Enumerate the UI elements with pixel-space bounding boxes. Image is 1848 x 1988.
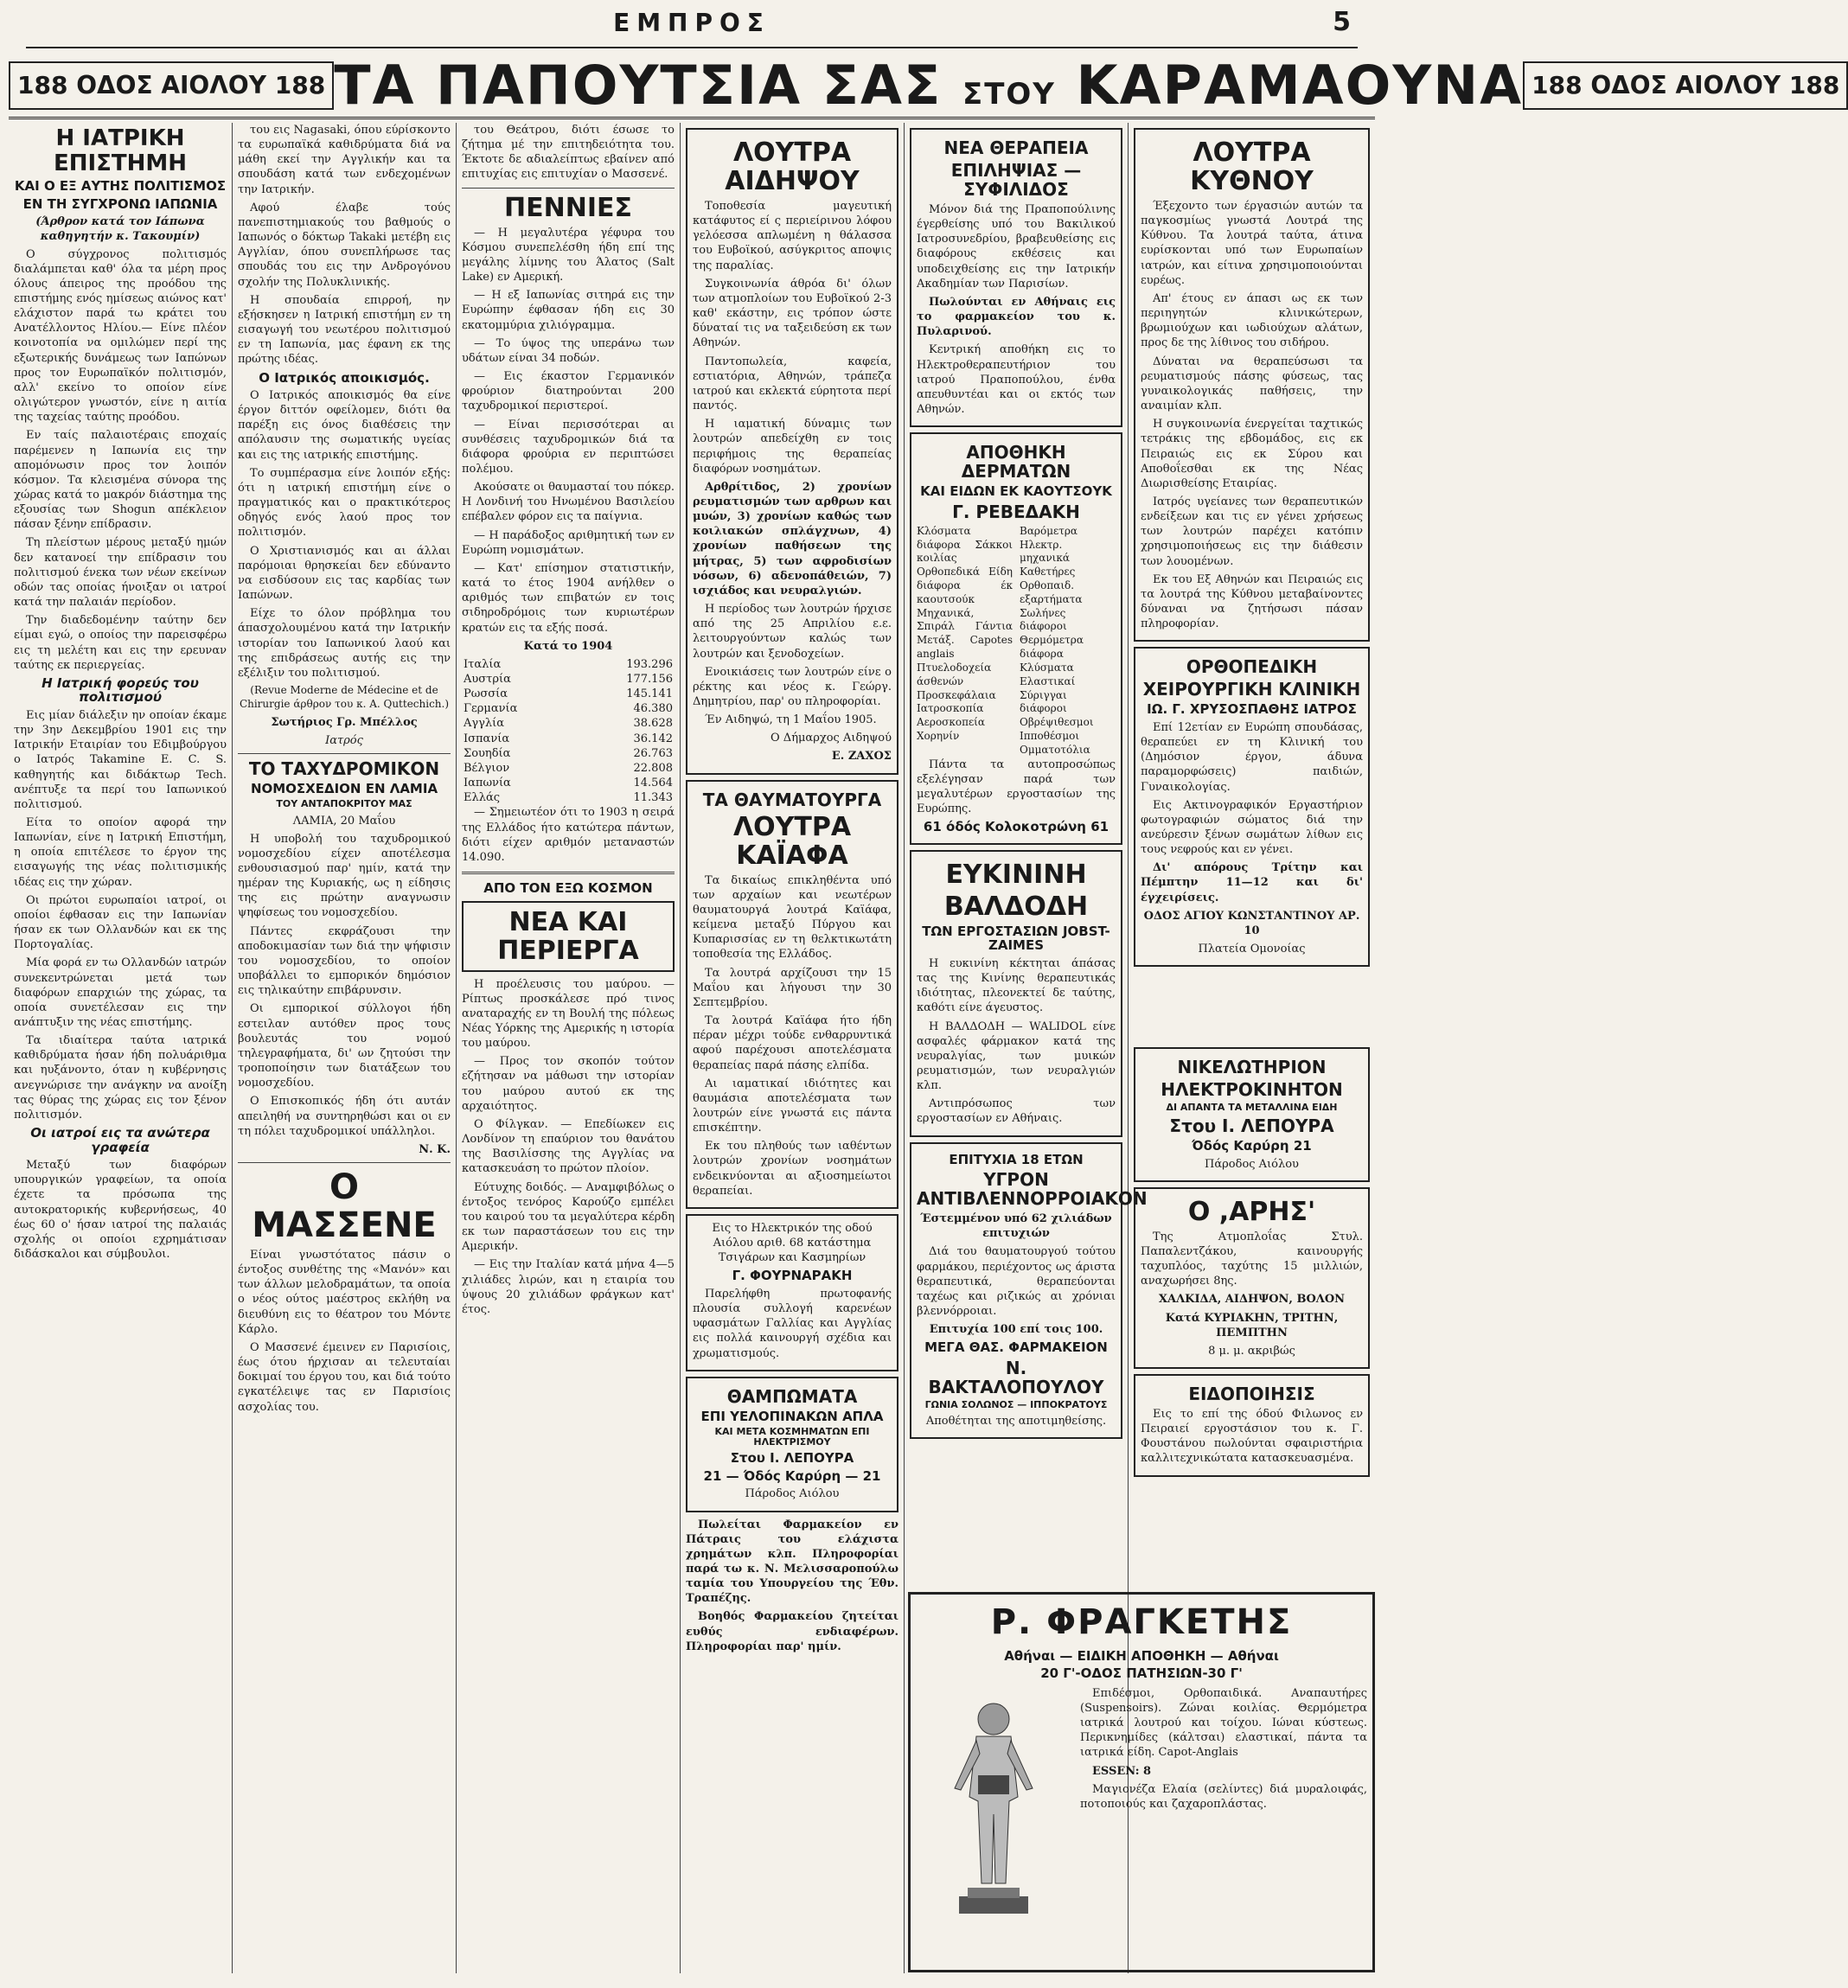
paragraph: Μόνον διά της Πραποπούλινης έγερθείσης υπό του Βακιλικού Ιατροσυνεδρίου, βραβευθείσης εις διαφόρους εκθέσεις και υποδειχθείσης εις την Ιατρικήν Ακαδημίαν των Παρισίων. [917, 203, 1116, 291]
article-subheadline: ΝΟΜΟΣΧΕΔΙΟΝ ΕΝ ΛΑΜΙΑ [250, 780, 438, 796]
ad-essen: ESSEN: 8 [1092, 1764, 1152, 1778]
stats-value: 193.296 [626, 657, 673, 671]
ad-subheadline: ΕΠΙ ΥΕΛΟΠΙΝΑΚΩΝ ΑΠΛΑ [700, 1408, 884, 1424]
stats-country: Αγγλία [464, 717, 505, 731]
ad-product-list-right: Βαρόμετρα Ηλεκτρ. μηχανικά Καθετήρες Ορθοπαιδ. εξαρτήματα Σωλήνες διάφοροι Θερμόμετρα διάφορα Κλύσματα Ελαστικαί Σύριγγαι διάφοροι Οβρέψιθεσμοι Ιπποθέσμοι Ομματοτόλια [1020, 524, 1094, 756]
stats-row [462, 746, 675, 761]
paragraph: Είτα το οποίον αφορά την Ιαπωνίαν, είνε η Ιατρική Επιστήμη, η οποία επιτέλεσε το έργον της εισαγωγής της νέας πολιτισμικής ιδέας εις την χώραν. [14, 815, 227, 889]
paragraph: Μεταξύ των διαφόρων υπουργικών γραφείων, τα οποία έχετε τα πρόσωπα της αυτοκρατορικής κυβερνήσεως, 40 έως 60 ο' ήσαν ιατροί της παλαιάς σχολής οι οποίοι εχρημάτισαν διδάσκαλοι και σύμβουλοι. [14, 1159, 227, 1262]
stats-row [462, 790, 675, 805]
ad-shop-name: ΜΕΓΑ ΘΑΣ. ΦΑΡΜΑΚΕΙΟΝ [924, 1339, 1108, 1356]
paragraph: — Προς τον σκοπόν τούτον εζήτησαν να μάθωσι την ιστορίαν του μαύρου αυτού εκ της αρχαιότητος. [462, 1055, 675, 1113]
paragraph: Τη πλείστων μέρους μεταξύ ημών δεν κατανοεί την επίδρασιν του πολιτισμού ένεκα των νέων εκείνων οδών τας οποίας ήνοιξαν οι ιατροί κατά την παλαιάν περίοδον. [14, 536, 227, 610]
paragraph: Πωλούνται εν Αθήναις εις το φαρμακείον του κ. Πυλαρινού. [917, 295, 1116, 339]
ad-aidipsos [686, 128, 898, 775]
paragraph: Ο Επισκοπικός ήδη ότι αυτάν απειληθή να συντηρηθώσι και οι εν τη πόλει ταχυδρομικοί υπάλληλοι. [238, 1095, 451, 1138]
paragraph: Δι' απόρους Τρίτην και Πέμπτην 11—12 και δι' έγχειρίσεις. [1141, 861, 1363, 905]
article-source: (Revue Moderne de Médecine et de Chirurgie άρθρον του κ. A. Quttechich.) [239, 683, 450, 710]
ad-address-sub: Πάροδος Αιόλου [1205, 1157, 1299, 1171]
ad-subheadline: ΚΑΙ ΜΕΤΑ ΚΟΣΜΗΜΑΤΩΝ ΕΠΙ ΗΛΕΚΤΡΙΣΜΟΥ [714, 1426, 870, 1448]
column-2 [233, 123, 456, 1973]
ad-headline: ΛΟΥΤΡΑ ΑΙΔΗΨΟΥ [725, 137, 860, 196]
ad-headline: ΒΑΛΔΟΔΗ [943, 891, 1089, 922]
paragraph: Ιατρός υγείανες των θεραπευτικών ενδείξεων και τις εν γένει χρήσεως των λουτρών παρέχει κατόπιν χρησιμοποιήσεως εις την διάθεσιν των λουομένων. [1141, 495, 1363, 568]
stats-value: 22.808 [633, 761, 673, 775]
paragraph: Ενοικιάσεις των λουτρών είνε ο ρέκτης και νέος κ. Γεώργ. Δημητρίου, παρ' ου πληροφορίαι. [693, 665, 892, 708]
stats-row [462, 716, 675, 731]
paragraph: — Σημειωτέον ότι το 1903 η σειρά της Ελλάδος ήτο κατώτερα πάντων, διότι είχεν αριθμόν μεταναστών 14.090. [462, 806, 675, 864]
paragraph: Η περίοδος των λουτρών ήρχισε από της 25 Απριλίου ε.ε. λειτουργούντων καλώς των λουτρών και ξενοδοχείων. [693, 603, 892, 661]
paragraph: Τα λουτρά Καϊάφα ήτο ήδη πέραν μέχρι τούδε ενθαρρυντικά αφού παρέχουσι αποτελέσματα θεραπείας παρά πάσης ελπίδα. [693, 1014, 892, 1072]
ad-address-sub: Πλατεία Ομονοίας [1198, 943, 1306, 956]
stats-table [462, 657, 675, 806]
article-headline: ΝΕΑ ΚΑΙ ΠΕΡΙΕΡΓΑ [462, 901, 675, 972]
banner-headline-a: ΤΑ ΠΑΠΟΥΤΣΙΑ ΣΑΣ [334, 54, 943, 117]
paragraph: Κεντρική αποθήκη εις το Ηλεκτροθεραπευτήριον του ιατρού Πραποπούλου, ένθα απευθυντέαι και οι εκτός των Αθηνών. [917, 343, 1116, 417]
ad-headline: ΕΙΔΟΠΟΙΗΣΙΣ [1188, 1384, 1315, 1404]
paragraph: του εις Nagasaki, όπου εύρίσκοντο τα ευρωπαϊκά καθιδρύματα διά να μάθη εκεί την Αγγλικήν και τα σπουδάση κατά των ενδεχομένων την Ιατρικήν. [238, 124, 451, 196]
ad-kaiafa [686, 780, 898, 1209]
top-banner-ad [9, 54, 1840, 119]
paragraph: Είχε το όλον πρόβλημα του άπασχολουμένου κατά την Ιατρικήν ιστορίαν του Ιαπωνικού λαού και της επιδράσεως αυτής εις την εξέλιξιν του πολιτισμού. [238, 607, 451, 680]
ad-schedule: Κατά ΚΥΡΙΑΚΗΝ, ΤΡΙΤΗΝ, ΠΕΜΠΤΗΝ [1165, 1311, 1339, 1339]
article-signature: Σωτήριος Γρ. Μπέλλος [271, 715, 418, 729]
ad-signatory-title: Ο Δήμαρχος Αιδηψού [771, 732, 892, 745]
paragraph: Δύναται να θεραπεύσωσι τα ρευματισμούς πάσης φύσεως, τας γυναικολογικάς παθήσεις, την αναιμίαν κλπ. [1141, 355, 1363, 413]
stats-country: Σουηδία [464, 746, 511, 760]
stats-country: Αυστρία [464, 673, 511, 686]
stats-row [462, 776, 675, 790]
section-banner: ΑΠΟ ΤΟΝ ΕΞΩ ΚΟΣΜΟΝ [483, 880, 653, 897]
ad-date: Έν Αιδηψώ, τη 1 Μαΐου 1905. [705, 713, 877, 727]
ad-antivlennorroiakon [910, 1142, 1148, 1440]
ad-body [916, 1686, 1367, 1925]
article-headline: Ο ΜΑΣΣΕΝΕ [252, 1167, 437, 1245]
paragraph: Εύτυχης δοιδός. — Αναμφιβόλως ο έντοξος τενόρος Καρούζο εμπέλει του καιρού του τα μεγαλύτερα κέρδη εκ των παραστάσεων του εις την Αμερικήν. [462, 1180, 675, 1254]
article-initials: Ν. Κ. [419, 1142, 451, 1156]
ad-headline: ΗΛΕΚΤΡΟΚΙΝΗΤΟΝ [1161, 1079, 1343, 1100]
column-4 [681, 123, 904, 1973]
stats-country: Γερμανία [464, 702, 518, 716]
stats-value: 26.763 [633, 746, 673, 760]
stats-country: Ιαπωνία [464, 777, 511, 790]
ad-eidopoiisis [1134, 1374, 1370, 1477]
ad-route: ΧΑΛΚΙΔΑ, ΑΙΔΗΨΟΝ, ΒΟΛΟΝ [1158, 1293, 1346, 1307]
paragraph: — Εις έκαστον Γερμανικόν φρούριον διατηρούνται 200 ταχυδρομικοί περιστεροί. [462, 370, 675, 413]
ad-headline: ΕΠΙΛΗΨΙΑΣ — ΣΥΦΙΛΙΔΟΣ [950, 160, 1082, 200]
stats-value: 38.628 [633, 717, 673, 731]
divider [462, 872, 675, 874]
ad-product-list [917, 525, 1116, 757]
ad-fournaraki [686, 1214, 898, 1371]
paragraph: Η ΒΑΛΔΟΔΗ — WALIDOL είνε ασφαλές φάρμακον κατά της νευραλγίας, των μυικών ρευματισμών, των νευραλγιών κλπ. [917, 1020, 1116, 1093]
section-heading: Οι ιατροί εις τα ανώτερα γραφεία [30, 1125, 210, 1155]
section-heading: Η Ιατρική φορεύς του πολιτισμού [42, 674, 199, 706]
paragraph: Αντιπρόσωπος των εργοστασίων εν Αθήναις. [917, 1097, 1116, 1126]
paragraph: Επί 12ετίαν εν Ευρώπη σπουδάσας, θεραπεύει εν τη Κλινική του (Δημόσιον έργον, άδυνα παραμορφώσεις) παιδιών, Γυναικολογίας. [1141, 720, 1363, 794]
column-6-lower [1129, 1042, 1375, 1578]
stats-country: Ισπανία [464, 732, 510, 745]
paragraph: Η υποβολή του ταχυδρομικού νομοσχεδίου είχεν αποτέλεσμα ενθουσιασμού παρ' ημίν, κατά την ημέραν της Κυριακής, ως η είδησις της εις πρώτην αναγνωσιν ψηφίσεως του νομοσχεδίου. [238, 832, 451, 920]
ad-text: Παρελήφθη πρωτοφανής πλουσία συλλογή καρενέων υφασμάτων Γαλλίας και Αγγλίας εις πολλά καινουργή σχέδια και χρωματισμούς. [693, 1287, 892, 1360]
banner-left-address: 188 ΟΔΟΣ ΑΙΟΛΟΥ 188 [9, 61, 334, 110]
stats-country: Βέλγιον [464, 761, 510, 775]
paragraph: Ο Ιατρικός αποικισμός θα είνε έργον διττόν οφείλομεν, διότι θα παρέξη εις όνος διαθέσεις την απόλαυσιν της σωματικής υγείας και εις της ιατρικής επιστήμης. [238, 389, 451, 462]
page-number: 5 [1333, 7, 1351, 37]
paragraph: — Η παράδοξος αριθμητική των εν Ευρώπη νομισμάτων. [462, 528, 675, 557]
ad-headline: ΛΟΥΤΡΑ ΚΥΘΝΟΥ [1190, 137, 1314, 196]
ad-headline: Ο ,ΑΡΗΣ' [1187, 1196, 1316, 1227]
paragraph: — Το ύψος της υπεράνω των υδάτων είναι 34 ποδών. [462, 336, 675, 365]
paragraph: Συγκοινωνία άθρόα δι' όλων των ατμοπλοίων του Ευβοϊκού 2-3 καθ' εκάστην, εις τρόπον ώστε δύναταί τις να ταξειδεύση εκ των Αθηνών. [693, 277, 892, 350]
paragraph: Είναι γνωστότατος πάσιν ο έντοξος συνθέτης της «Μανόν» και των άλλων μελοδραμάτων, τα οποία ο νέος ούτος μαέστρος εκλήθη να διευθύνη εις το θέατρον του Μόντε Κάρλο. [238, 1248, 451, 1336]
ad-headline: ΟΡΘΟΠΕΔΙΚΗ [1186, 656, 1318, 678]
article-subheadline: ΚΑΙ Ο ΕΞ ΑΥΤΗΣ ΠΟΛΙΤΙΣΜΟΣ [14, 178, 227, 195]
banner-headline [334, 54, 1523, 117]
ad-headline: ΝΕΑ ΘΕΡΑΠΕΙΑ [943, 137, 1089, 158]
paragraph: Αποθέτηται της αποτιμηθείσης. [925, 1414, 1107, 1428]
paragraph: Έξεχοντο των έργασιών αυτών τα παγκοσμίως γνωστά Λουτρά της Κύθνου. Τα λουτρά ταύτα, άτινα ευρίσκονται υπό των Ευρωπαίων ιατρών, και είτινα χρησιμοποιούνται ευρέως. [1141, 200, 1363, 287]
paragraph: του Θεάτρου, διότι έσωσε το ζήτημα μέ την επιτηδειότητα του. Έκτοτε δε αδιαλείπτως εβαίνεν από επιτυχίας εις επιτυχίαν ο Μασσενέ. [462, 124, 675, 182]
ad-shop-name: Στου Ι. ΛΕΠΟΥΡΑ [1169, 1115, 1334, 1137]
paragraph: Εις το επί της όδού Φιλωνος εν Πειραιεί εργοστάσιον του κ. Γ. Φουστάνου πωλούνται σφαιριστήρια καλλιτεχνικώτατα κατασκευασμένα. [1141, 1408, 1363, 1466]
paragraph: Εις μίαν διάλεξιν ην οποίαν έκαμε την 3ην Δεκεμβρίου 1901 εις την Ιατρικήν Εταιρίαν του Εδιμβούργου ο Ιατρός Takamine E. C. S. καθηγητής και διδάκτωρ Tech. ανέπτυξε τα περί του Ιαπωνικού πολιτισμού. [14, 708, 227, 811]
stats-row [462, 687, 675, 701]
ad-shop-name: Ν. ΒΑΚΤΑΛΟΠΟΥΛΟΥ [928, 1357, 1104, 1397]
paragraph: Ο Μασσενέ έμεινεν εν Παρισίοις, έως ότου ήρχισαν αι τελευταίαι δοκιμαί του έργου του, και διά τούτο εγκατέλειψε τας εν Παρισίοις ασχολίας του. [238, 1340, 451, 1414]
masthead [26, 5, 1358, 48]
stats-row [462, 761, 675, 776]
ad-subheadline: ΔΙ ΑΠΑΝΤΑ ΤΑ ΜΕΤΑΛΛΙΝΑ ΕΙΔΗ [1166, 1102, 1338, 1113]
divider [462, 188, 675, 189]
paragraph: Εκ του Εξ Αθηνών και Πειραιώς εις τα λουτρά της Κύθνου μεταβαίνοντες δύναναι να ζητήσωσι πάσαν πληροφορίαν. [1141, 572, 1363, 631]
ad-address: 61 όδός Κολοκοτρώνη 61 [923, 819, 1109, 835]
ad-headline: ΘΑΜΠΩΜΑΤΑ [726, 1385, 858, 1407]
stats-country: Ελλάς [464, 791, 501, 805]
ad-time: 8 μ. μ. ακριβώς [1208, 1344, 1295, 1358]
paragraph: Το συμπέρασμα είνε λοιπόν εξής: ότι η ιατρική επιστήμη είνε ο πραγματικός και ο πρακτικότερος οδηγός ενός λαού προς τον πολιτισμόν. [238, 466, 451, 540]
article-headline: ΠΕΝΝΙΕΣ [504, 192, 632, 223]
ad-address: 20 Γ'-ΟΔΟΣ ΠΑΤΗΣΙΩΝ-30 Γ' [1040, 1665, 1243, 1682]
ad-address: ΓΩΝΙΑ ΣΟΛΩΝΟΣ — ΙΠΠΟΚΡΑΤΟΥΣ [924, 1398, 1108, 1410]
ad-subheadline: Αθήναι — ΕΙΔΙΚΗ ΑΠΟΘΗΚΗ — Αθήναι [1004, 1647, 1279, 1664]
divider [238, 1162, 451, 1163]
section-heading: Ο Ιατρικός αποικισμός. [259, 369, 430, 386]
stats-row [462, 732, 675, 746]
paragraph: Η ιαματική δύναμις των λουτρών απεδείχθη εν τοις περιφήμοις της θεραπείας διαφόρων νοσημάτων. [693, 418, 892, 476]
column-6 [1129, 123, 1375, 1039]
paragraph: — Κατ' επίσημον στατιστικήν, κατά το έτος 1904 ανήλθεν ο αριθμός των επιβατών εν τοις σιδηροδρόμοις των κυριωτέρων κρατών εις τα εξής ποσά. [462, 561, 675, 635]
article-headline: Η ΙΑΤΡΙΚΗ ΕΠΙΣΤΗΜΗ [53, 125, 188, 176]
paragraph: Οι πρώτοι ευρωπαίοι ιατροί, οι οποίοι έφθασαν εις την Ιαπωνίαν ήσαν εκ των Ολλανδών και εκ της Πορτογαλίας. [14, 893, 227, 952]
article-byline: (Άρθρον κατά τον Ιάπωνα καθηγητήν κ. Τακουμίν) [35, 215, 205, 244]
paragraph: Ο Χριστιανισμός και αι άλλαι παρόμοιαι θρησκείαι δεν εδύναντο να εισδύσουν εις τας καρδίας των Ιαπώνων. [238, 544, 451, 603]
banner-headline-b: ΣΤΟΥ [962, 77, 1056, 112]
ad-headline: ΕΠΙΤΥΧΙΑ 18 ΕΤΩΝ [949, 1151, 1084, 1167]
paragraph: Μία φορά εν τω Ολλανδών ιατρών συνεκεντρώνεται μετά των διαφόρων επαρχιών της χώρας, τα οποία συνετέλεσαν εις την ανάπτυξιν της νέας επιστήμης. [14, 956, 227, 1029]
paragraph: Πάντα τα αυτοπροσώπως εξελέγησαν παρά των μεγαλυτέρων εργοστασίων της Ευρώπης. [917, 757, 1116, 816]
newspaper-title: ΕΜΠΡΟΣ [613, 9, 771, 37]
paragraph: Αφού έλαβε τούς πανεπιστημιακούς του βαθμούς ο Ιαπωνός ο δόκτωρ Takaki μετέβη εις Αγγλίαν, όπου συνεπλήρωσε τας σπουδάς του εις την Ανδρογόνου σχολήν της Πολυκλινικής. [238, 201, 451, 289]
paragraph: Οι εμπορικοί σύλλογοι ήδη εστειλαν αυτόθεν προς τους βουλευτάς του νομού τηλεγραφήματα, δι' ων ζητούσι την τροποποίησιν των διατάξεων του νομοσχεδίου. [238, 1002, 451, 1090]
ad-product-list [1080, 1686, 1367, 1925]
ad-items: Επιδέσμοι, Ορθοπαιδικά. Αναπαυτήρες (Suspensoirs). Ζώναι κοιλίας. Θερμόμετρα ιατρικά λουτρού και τοίχου. Ιώναι κύστεως. Περικνημίδες (κάλτσαι) ελαστικαί, πάντα τα ιατρικά είδη. Capot-Anglais [1080, 1686, 1367, 1760]
classified-ad: Πωλείται Φαρμακείον εν Πάτραις του ελάχιστα χρημάτων κλπ. Πληροφορίαι παρά τω κ. Ν. Μελισσαροπούλω ταμία του Υπουργείου της Έθν. Τραπέζης. [686, 1518, 898, 1606]
ad-shop-name: Γ. ΡΕΒΕΔΑΚΗ [952, 501, 1080, 522]
paragraph: Ακούσατε οι θαυμασταί του πόκερ. Η Λονδινή του Ηνωμένου Βασιλείου επέβαλεν φόρον εις τα παίγνια. [462, 481, 675, 524]
banner-headline-c: ΚΑΡΑΜΑΟΥΝΑ [1076, 54, 1524, 117]
stats-value: 14.564 [633, 777, 673, 790]
ad-tagline: Επιτυχία 100 επί τοις 100. [929, 1323, 1103, 1337]
column-1 [9, 123, 232, 1973]
paragraph: — Είναι περισσότεραι αι συνθέσεις ταχυδρομικών διά τα διάφορα φρούρια εν περιπτώσει πολέμου. [462, 418, 675, 476]
statue-figure-icon [916, 1693, 1071, 1918]
paragraph: Της Ατμοπλοΐας Στυλ. Παπαλεντζάκου, καινουργής ταχυπλόος, ταχύτης 15 μιλλιών, αναχωρήσει 8ης. [1141, 1230, 1363, 1288]
column-3 [457, 123, 680, 1973]
ad-thampomata [686, 1377, 898, 1512]
paragraph: Τοποθεσία μαγευτική κατάφυτος εί ς περιείρινου λόφου γελόεσσα απλωμένη η θάλασσα του Ευβοϊκού, ασύγκριτος αποψις της παραλίας. [693, 200, 892, 272]
divider [238, 753, 451, 754]
paragraph: Τα λουτρά αρχίζουσι την 15 Μαΐου και λήγουσι την 30 Σεπτεμβρίου. [693, 966, 892, 1009]
paragraph: — Η εξ Ιαπωνίας σιτηρά εις την Ευρώπην έφθασαν ήδη εις 30 εκατομμύρια χιλιόγραμμα. [462, 289, 675, 332]
stats-value: 11.343 [633, 791, 673, 805]
ad-revedaki [910, 432, 1122, 845]
ad-headline: ΚΑΙ ΕΙΔΩΝ ΕΚ ΚΑΟΥΤΣΟΥΚ [920, 483, 1112, 500]
ad-headline: Γ. ΦΟΥΡΝΑΡΑΚΗ [732, 1268, 853, 1284]
paragraph: Τα ιδιαίτερα ταύτα ιατρικά καθιδρύματα ήσαν ήδη πολυάριθμα και ηυξάνοντο, όταν η κυβέρνησις ανεγνώρισε την ανάγκην να ανοίξη τας θύρας της χώρας εις τον ξένον πολιτισμόν. [14, 1034, 227, 1122]
paragraph: Εν ταίς παλαιοτέραις εποχαίς παρέμενεν η Ιαπωνία εις την απομόνωσιν προς τον λοιπόν κόσμον. Τα κλεισμένα σύνορα της χώρας κατά το μακρόν διάστημα της εξουσίας των Shogun απέκλειον πάσαν ξένην επίδρασιν. [14, 429, 227, 532]
article-headline: ΤΟ ΤΑΧΥΔΡΟΜΙΚΟΝ [248, 757, 440, 779]
paragraph: Ο Φίλγκαν. — Επεδίωκεν εις Λονδίνον τη επαύριον του θανάτου της Βασιλίσσης της Αγγλίας να κατασκευάση το πρώτον πλοίον. [462, 1117, 675, 1176]
ad-headline: Ρ. ΦΡΑΓΚΕΤΗΣ [990, 1602, 1293, 1642]
ad-address-sub: Πάροδος Αιόλου [745, 1487, 840, 1501]
paragraph: Διά του θαυματουργού τούτου φαρμάκου, περιέχοντος ως άριστα θεραπευτικά, θεραπεύονται ταχέως και ριζικώς αι χρόνιαι βλεννόρροιαι. [917, 1245, 1116, 1319]
ad-headline: ΧΕΙΡΟΥΡΓΙΚΗ ΚΛΙΝΙΚΗ [1142, 679, 1361, 700]
paragraph: Η σπουδαία επιρροή, ην εξήσκησεν η Ιατρική επιστήμη εν τη εισαγωγή του νεωτέρου πολιτισμού εν τη Ιαπωνία, μας έφανη εκ της πρώτης ιδέας. [238, 293, 451, 367]
paragraph: — Εις την Ιταλίαν κατά μήνα 4—5 χιλιάδες λιρών, και η εταιρία του ύψους 20 χιλιάδων φράγκων κατ' έτος. [462, 1258, 675, 1316]
paragraph: Τα δικαίως επικληθέντα υπό των αρχαίων και νεωτέρων θαυματουργά λουτρά Καϊάφα, κείμενα μεταξύ Πύργου και Κυπαρισσίας εν τη θελκτικωτάτη τοποθεσία της Ελλάδος. [693, 873, 892, 962]
paragraph: Παντοπωλεία, καφεία, εστιατόρια, Αθηνών, τράπεζα ιατρού και εκλεκτά εύρητοτα περί παντός. [693, 355, 892, 413]
ad-headline: ΑΠΟΘΗΚΗ ΔΕΡΜΑΤΩΝ [961, 442, 1071, 483]
paragraph: Αι ιαματικαί ιδιότητες και θαυμάσια αποτελέσματα των λουτρών είνε γνωστά εις πάντα επισκέπτην. [693, 1077, 892, 1135]
stats-title: Κατά το 1904 [523, 639, 613, 653]
paragraph: Η προέλευσις του μαύρου. — Ρίπτως προσκάλεσε πρό τινος αναταραχής εν τη Βουλή της πόλεως Νέας Υόρκης της Αμερικής η ιστορία του μαύρου. [462, 977, 675, 1051]
ad-headline: ΤΑ ΘΑΥΜΑΤΟΥΡΓΑ [702, 789, 882, 810]
article-subheadline: ΕΝ ΤΗ ΣΥΓΧΡΟΝΩ ΙΑΠΩΝΙΑ [22, 195, 218, 212]
banner-right-address: 188 ΟΔΟΣ ΑΙΟΛΟΥ 188 [1523, 61, 1848, 110]
stats-value: 46.380 [633, 702, 673, 716]
signature-role: Ιατρός [325, 733, 363, 747]
stats-value: 145.141 [626, 687, 673, 701]
ad-subheadline: ΤΩΝ ΕΡΓΟΣΤΑΣΙΩΝ JOBST-ZAIMES [922, 923, 1110, 954]
stats-country: Ιταλία [464, 657, 502, 671]
ad-headline: ΕΥΚΙΝΙΝΗ [945, 859, 1087, 890]
ad-signatory: Ε. ΖΑΧΟΣ [831, 750, 892, 764]
ad-orthopedic-clinic [1134, 647, 1370, 967]
stats-value: 177.156 [626, 673, 673, 686]
ad-eukinini [910, 850, 1122, 1137]
paragraph: Την διαδεδομένην ταύτην δεν είμαι εγώ, ο οποίος την παρεισφέρω εις τη μελέτη και εις την ερευναν ταύτης εκ περιεργείας. [14, 614, 227, 672]
paragraph: Ο σύγχρονος πολιτισμός διαλάμπεται καθ' όλα τα μέρη προς όλους άπειρος της προόδου της επιστήμης ενός ημίσεως αιώνος κατ' ελάχιστον παρά τω κράτει του Ανατέλλοντος Ηλίου.— Είνε πλέον κοινοτοπία να ομιλώμεν περί της εξωτερικής δυνάμεως των Ιαπώνων προς τον Ευρωπαϊκόν πολιτισμόν, αλλ' εκείνο το οποίον είνε ολιγώτερον γνωστόν, είνε η αιτία της ταχείας ταύτης προόδου. [14, 247, 227, 425]
paragraph: — Η μεγαλυτέρα γέφυρα του Κόσμου συνεπελέσθη ήδη επί της μεγάλης λίμνης του Άλατος (Salt Lake) εν Αμερική. [462, 226, 675, 284]
stats-value: 36.142 [633, 732, 673, 745]
stats-row [462, 657, 675, 672]
paragraph: Εις Ακτινογραφικόν Εργαστήριον φωτογραφιών σώματος διά την ανεύρεσιν ξένων σωμάτων λίθων εις τους νεφρούς και εν γένει. [1141, 798, 1363, 857]
classified-ad: Βοηθός Φαρμακείου ζητείται ευθύς ενδιαφέρων. Πληροφορίαι παρ' ημίν. [686, 1610, 898, 1653]
paragraph: Απ' έτους εν άπασι ως εκ των περιηγητών κλινικώτερων, βρωμιούχων και ιωδιούχων αλάτων, προς δε της λίθινος του σιδήρου. [1141, 291, 1363, 350]
ad-nikelotirion [1134, 1047, 1370, 1182]
ad-footer: Μαγιονέζα Ελαία (σελίντες) διά μυραλοιφάς, ποτοποιούς και ζαχαροπλάστας. [1080, 1782, 1367, 1811]
ad-tagline: Έστεμμένον υπό 62 χιλιάδων επιτυχιών [920, 1212, 1112, 1241]
ad-shop-name: Στου Ι. ΛΕΠΟΥΡΑ [730, 1450, 854, 1467]
ad-address: ΟΔΟΣ ΑΓΙΟΥ ΚΩΝΣΤΑΝΤΙΝΟΥ ΑΡ. 10 [1143, 909, 1360, 937]
ad-address: Όδός Καρύρη 21 [1192, 1138, 1312, 1154]
ad-kythnos [1134, 128, 1370, 642]
ad-headline: ΛΟΥΤΡΑ ΚΑΪΑΦΑ [732, 811, 852, 871]
ad-headline: ΝΙΚΕΛΩΤΗΡΙΟΝ [1177, 1057, 1327, 1077]
ad-headline: ΥΓΡΟΝ ΑΝΤΙΒΛΕΝΝΟΡΡΟΙΑΚΟΝ [917, 1169, 1148, 1210]
paragraph: Η ευκινίνη κέκτηται άπάσας τας της Κινίνης θεραπευτικάς ιδιότητας, πλεονεκτεί δε ταύτης, καθότι είνε άγευστος. [917, 956, 1116, 1015]
stats-row [462, 672, 675, 687]
stats-row [462, 701, 675, 716]
ad-address: 21 — Όδός Καρύρη — 21 [703, 1467, 881, 1484]
ad-product-list-left: Κλόσματα διάφορα Σάκκοι κοιλίας Ορθοπεδικά Είδη διάφορα έκ καουτσούκ Μηχανικά, Σπιράλ Γάντια Μετάξ. Capotes anglais Πτυελοδοχεία άσθενών Προσκεφάλαια Ιατροσκοπία Αεροσκοπεία Χορηνίν [917, 524, 1013, 743]
paragraph: Εκ του πληθούς των ιαθέντων λουτρών χρονίων νοσημάτων ενδεικνύονται αι αξιοσημείωτοι θεραπείαι. [693, 1140, 892, 1198]
paragraph: Αρθρίτιδος, 2) χρονίων ρευματισμών των αρθρων και μυών, 3) χρονίων καθώς των κοιλιακών σπλάγχνων, 4) χρονίων παθήσεων της μήτρας, 5) των αφροδισίων νόσων, 6) αδενοπάθειών, 7) ισχιάδος και νευραλγιών. [693, 480, 892, 598]
ad-nea-therapeia [910, 128, 1122, 427]
ad-fragketis [908, 1592, 1375, 1972]
paragraph: Πάντες εκφράζουσι την αποδοκιμασίαν των διά την ψήφισιν του νομοσχεδίου, το οποίον υποβάλλει το εμπορικόν δημόσιον εις τηλικαύτην επιβάρυνσιν. [238, 924, 451, 998]
ad-text: Εις το Ηλεκτρικόν της οδού Αιόλου αριθ. 68 κατάστημα Τσιγάρων και Κασμηρίων [712, 1221, 873, 1265]
stats-country: Ρωσσία [464, 687, 508, 701]
paragraph: Η συγκοινωνία ένεργείται ταχτικώς τετράκις της εβδομάδος, εις εκ Πειραιώς εις εκ Σύρου και Αποθοΐεσθαι εκ της Νέας Διωρισθείσης Εταιρίας. [1141, 418, 1363, 490]
dateline: ΛΑΜΙΑ, 20 Μαΐου [292, 814, 396, 828]
ad-aris-ship [1134, 1187, 1370, 1369]
ad-doctor-name: ΙΩ. Γ. ΧΡΥΣΟΣΠΑΘΗΣ ΙΑΤΡΟΣ [1147, 701, 1357, 718]
article-subheadline: ΤΟΥ ΑΝΤΑΠΟΚΡΙΤΟΥ ΜΑΣ [276, 798, 412, 810]
